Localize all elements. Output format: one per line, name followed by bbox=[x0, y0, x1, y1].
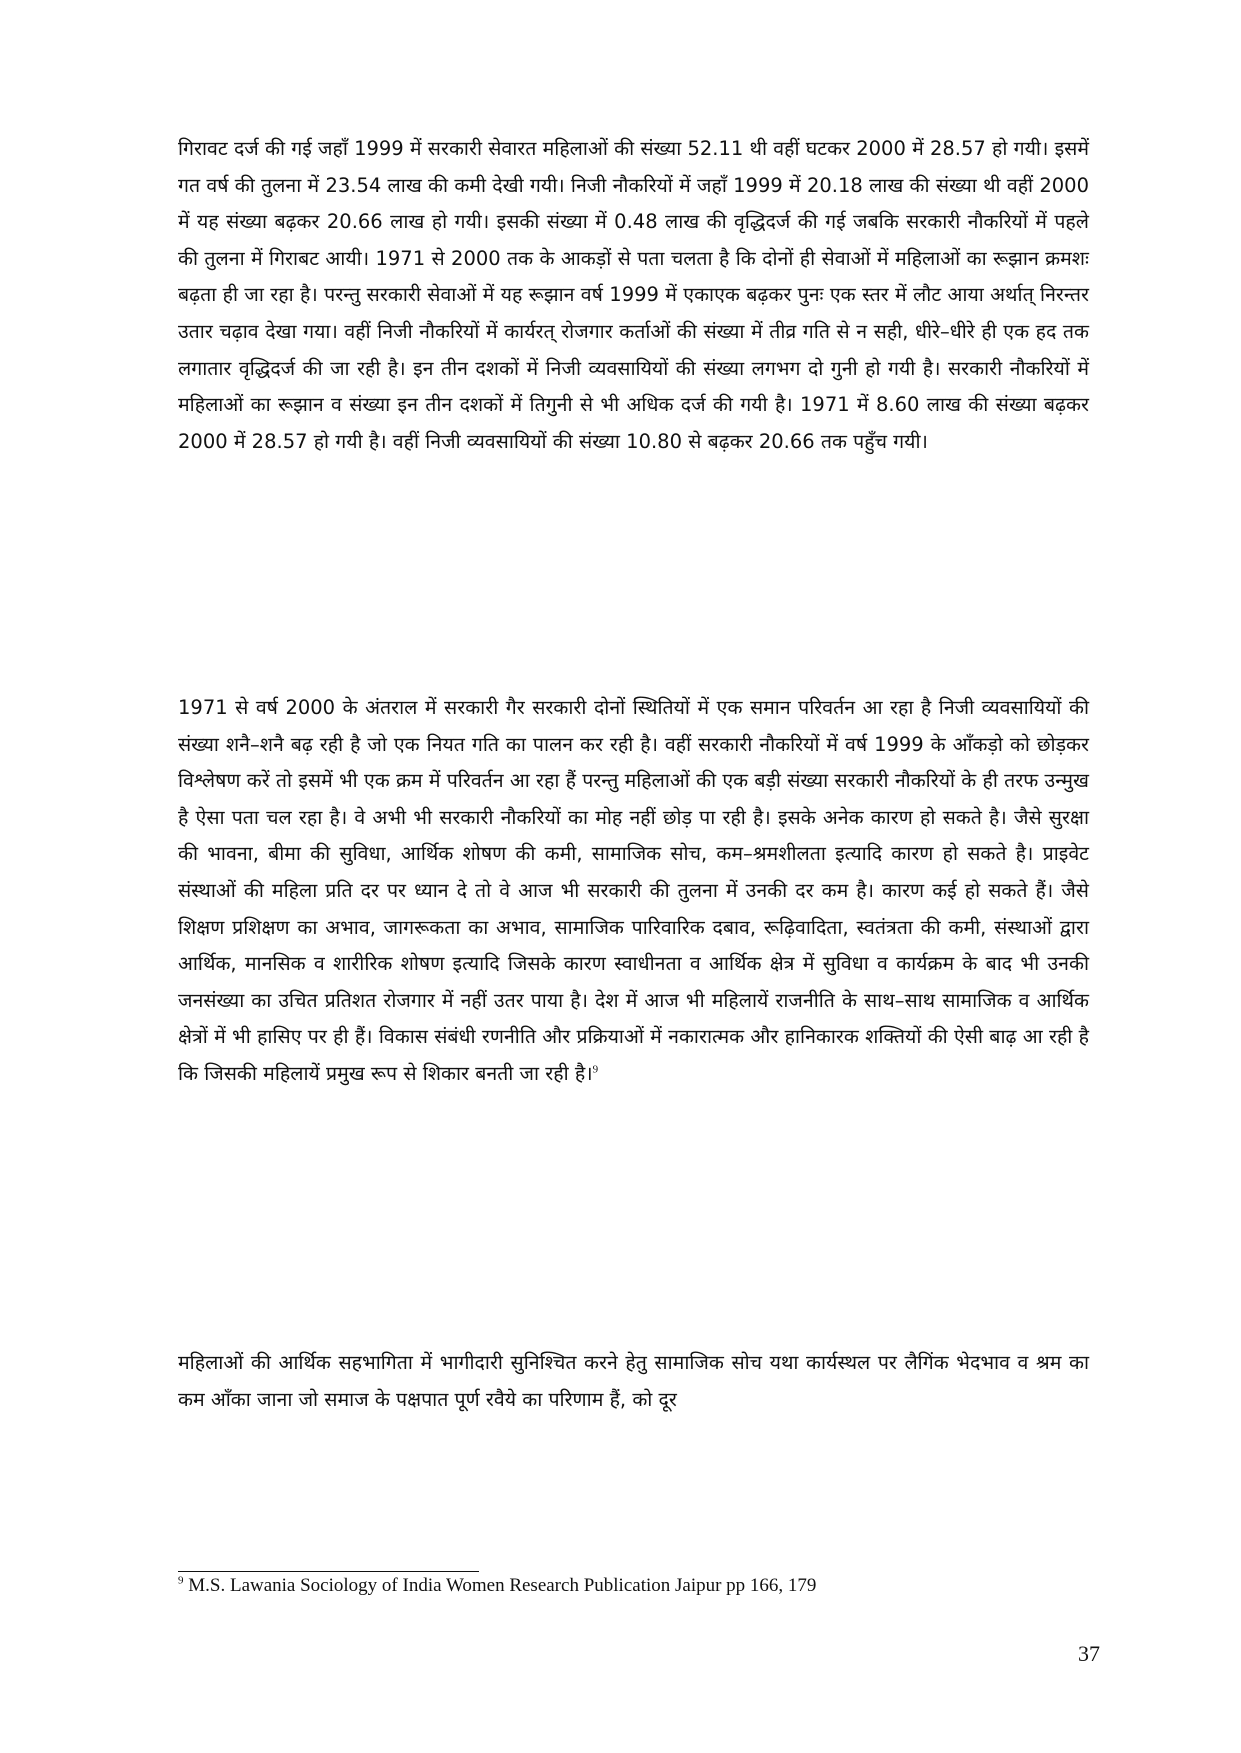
paragraph-2-text: 1971 से वर्ष 2000 के अंतराल में सरकारी गैर सरकारी दोनों स्थितियों में एक समान परिवर्तन आ रहा है निजी व्यवसायियों की संख्या शनै–शनै बढ़ रही है जो एक नियत गति का पालन कर रही है। वहीं सरकारी नौकरियों में वर्ष 1999 के आँकड़ो को छोड़कर विश्लेषण करें तो इसमें भी एक क्रम में परिवर्तन आ रहा हैं परन्तु महिलाओं की एक बड़ी संख्या सरकारी नौकरियों के ही तरफ उन्मुख है ऐसा पता चल रहा है। वे अभी भी सरकारी नौकरियों का मोह नहीं छोड़ पा रही है। इसके अनेक कारण हो सकते है। जैसे सुरक्षा की भावना, बीमा की सुविधा, आर्थिक शोषण की कमी, सामाजिक सोच, कम–श्रमशीलता इत्यादि कारण हो सकते है। प्राइवेट संस्थाओं की महिला प्रति दर पर ध्यान दे तो वे आज भी सरकारी की तुलना में उनकी दर कम है। कारण कई हो सकते हैं। जैसे शिक्षण प्रशिक्षण का अभाव, जागरूकता का अभाव, सामाजिक पारिवारिक दबाव, रूढ़िवादिता, स्वतंत्रता की कमी, संस्थाओं द्वारा आर्थिक, मानसिक व शारीरिक शोषण इत्यादि जिसके कारण स्वाधीनता व आर्थिक क्षेत्र में सुविधा व कार्यक्रम के बाद भी उनकी जनसंख्या का उचित प्रतिशत रोजगार में नहीं उतर पाया है। देश में आज भी महिलायें राजनीति के साथ–साथ सामाजिक व आर्थिक क्षेत्रों में भी हासिए पर ही हैं। विकास संबंधी रणनीति और प्रक्रियाओं में नकारात्मक और हानिकारक शक्तियों की ऐसी बाढ़ आ रही है कि जिसकी महिलायें प्रमुख रूप से शिकार बनती जा रही है। bbox=[178, 696, 1089, 1085]
footnote-number: 9 bbox=[178, 1574, 184, 1587]
footnote-reference[interactable]: 9 bbox=[592, 1063, 599, 1076]
footnote-text: M.S. Lawania Sociology of India Women Research Publication Jaipur pp 166, 179 bbox=[188, 1575, 817, 1596]
paragraph-1: गिरावट दर्ज की गई जहाँ 1999 में सरकारी सेवारत महिलाओं की संख्या 52.11 थी वहीं घटकर 2000 में 28.57 हो गयी। इसमें गत वर्ष की तुलना में 23.54 लाख की कमी देखी गयी। निजी नौकरियों में जहाँ 1999 में 20.18 लाख की संख्या थी वहीं 2000 में यह संख्या बढ़कर 20.66 लाख हो गयी। इसकी संख्या में 0.48 लाख की वृद्धिदर्ज की गई जबकि सरकारी नौकरियों में पहले की तुलना में गिराबट आयी। 1971 से 2000 तक के आकड़ों से पता चलता है कि दोनों ही सेवाओं में महिलाओं का रूझान क्रमशः बढ़ता ही जा रहा है। परन्तु सरकारी सेवाओं में यह रूझान वर्ष 1999 में एकाएक बढ़कर पुनः एक स्तर में लौट आया अर्थात् निरन्तर उतार चढ़ाव देखा गया। वहीं निजी नौकरियों में कार्यरत् रोजगार कर्ताओं की संख्या में तीव्र गति से न सही, धीरे–धीरे ही एक हद तक लगातार वृद्धिदर्ज की जा रही है। इन तीन दशकों में निजी व्यवसायियों की संख्या लगभग दो गुनी हो गयी है। सरकारी नौकरियों में महिलाओं का रूझान व संख्या इन तीन दशकों में तिगुनी से भी अधिक दर्ज की गयी है। 1971 में 8.60 लाख की संख्या बढ़कर 2000 में 28.57 हो गयी है। वहीं निजी व्यवसायियों की संख्या 10.80 से बढ़कर 20.66 तक पहुँच गयी। bbox=[178, 137, 1089, 453]
page-number: 37 bbox=[1078, 1641, 1100, 1666]
paragraph-2 bbox=[178, 690, 1089, 1093]
paragraph-3: महिलाओं की आर्थिक सहभागिता में भागीदारी सुनिश्चित करने हेतु सामाजिक सोच यथा कार्यस्थल पर लैगिंक भेदभाव व श्रम का कम आँका जाना जो समाज के पक्षपात पूर्ण रवैये का परिणाम हैं, को दूर bbox=[178, 1351, 1089, 1411]
footnote bbox=[178, 1574, 1078, 1598]
footnote-divider bbox=[178, 1571, 479, 1572]
